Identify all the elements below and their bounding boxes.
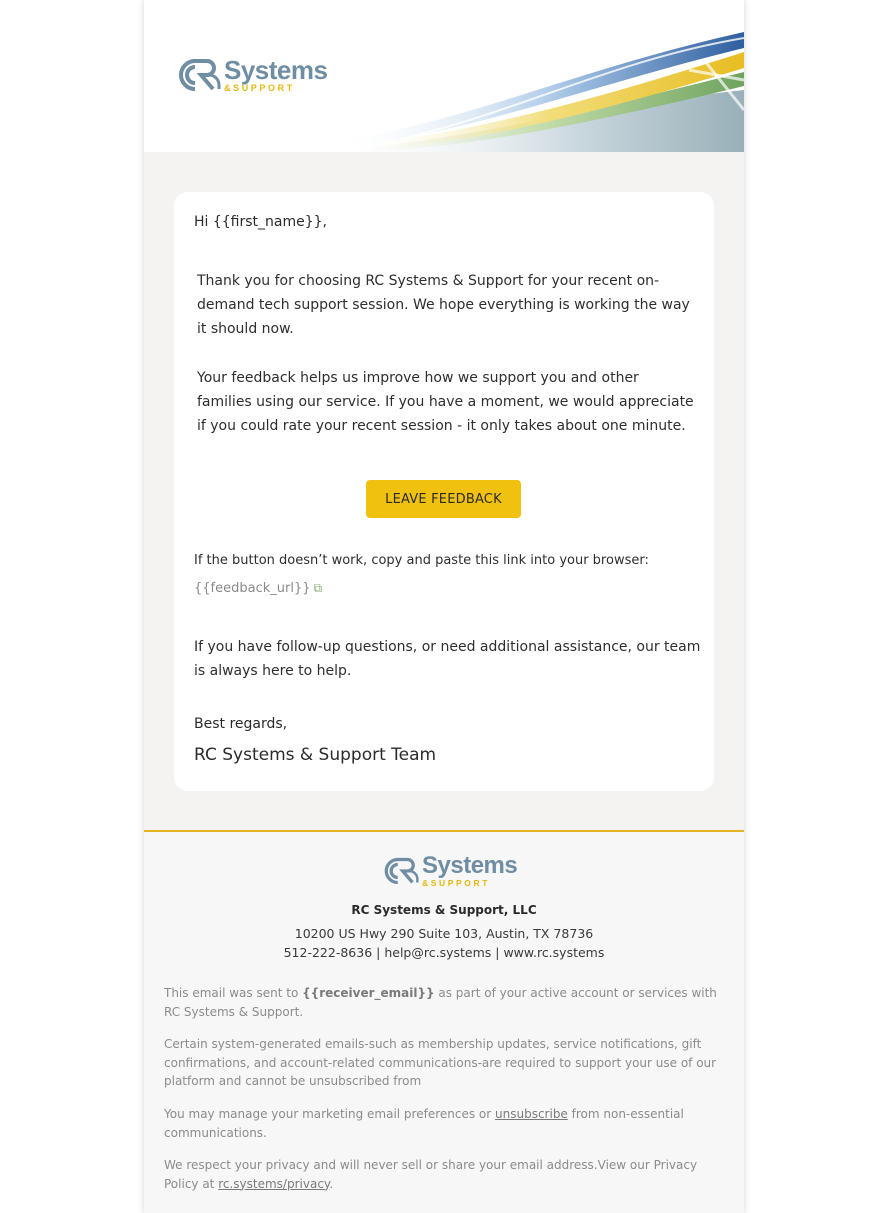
feedback-url-link[interactable]: {{feedback_url}}	[194, 581, 311, 596]
signature: RC Systems & Support Team	[194, 745, 437, 765]
header-logo	[177, 56, 327, 94]
closing-regards: Best regards,	[194, 716, 288, 732]
footer-required-emails-notice: Certain system-generated emails-such as membership updates, service notifications, gift confirmations, and account-related communications-are required to support your use of our platform and cannot be unsubscribed from	[164, 1037, 717, 1088]
feedback-url-row	[194, 581, 322, 596]
footer-privacy-notice: We respect your privacy and will never sell or share your email address.View our Privacy Policy at rc.systems/privacy.	[164, 1158, 698, 1191]
unsubscribe-link[interactable]: unsubscribe	[495, 1107, 568, 1121]
feedback-paragraph: Your feedback helps us improve how we support you and other families using our service. If you have a moment, we would appreciate if you could rate your recent session - it only takes about one minute.	[197, 370, 694, 434]
copy-icon[interactable]: ⧉	[313, 581, 323, 595]
greeting: Hi {{first_name}},	[194, 214, 328, 230]
message-card	[174, 192, 714, 791]
intro-paragraph: Thank you for choosing RC Systems & Support for your recent on-demand tech support session. We hope everything is working the way it should now.	[197, 273, 690, 337]
logo-wordmark: Systems	[422, 852, 518, 879]
rc-logo-icon	[383, 855, 419, 887]
footer-company-name: RC Systems & Support, LLC	[351, 903, 537, 917]
email-footer	[144, 832, 744, 1213]
logo-wordmark: Systems	[224, 55, 328, 85]
footer-sent-to-notice: This email was sent to {{receiver_email}} as part of your active account or services with RC Systems & Support.	[164, 986, 717, 1019]
footer-logo	[383, 854, 517, 888]
receiver-email-placeholder: {{receiver_email}}	[302, 986, 435, 1000]
footer-website[interactable]: www.rc.systems	[503, 945, 605, 960]
logo-subtitle: &SUPPORT	[224, 83, 295, 93]
logo-subtitle: &SUPPORT	[422, 878, 491, 888]
email-container	[144, 0, 744, 1213]
footer-unsubscribe-notice: You may manage your marketing email preferences or unsubscribe from non-essential communications.	[164, 1107, 684, 1140]
privacy-policy-link[interactable]: rc.systems/privacy	[218, 1176, 330, 1191]
footer-address: 10200 US Hwy 290 Suite 103, Austin, TX 78736	[294, 926, 594, 941]
footer-contact-line: 512-222-8636 | help@rc.systems | www.rc.systems	[283, 945, 605, 960]
rc-logo-icon	[177, 56, 221, 94]
leave-feedback-button[interactable]: LEAVE FEEDBACK	[366, 480, 521, 518]
help-paragraph: If you have follow-up questions, or need additional assistance, our team is always here to help.	[194, 639, 701, 679]
email-header	[144, 0, 744, 152]
footer-phone[interactable]: 512-222-8636	[283, 945, 373, 960]
footer-email[interactable]: help@rc.systems	[384, 945, 492, 960]
fallback-instructions: If the button doesn’t work, copy and paste this link into your browser:	[194, 553, 649, 568]
